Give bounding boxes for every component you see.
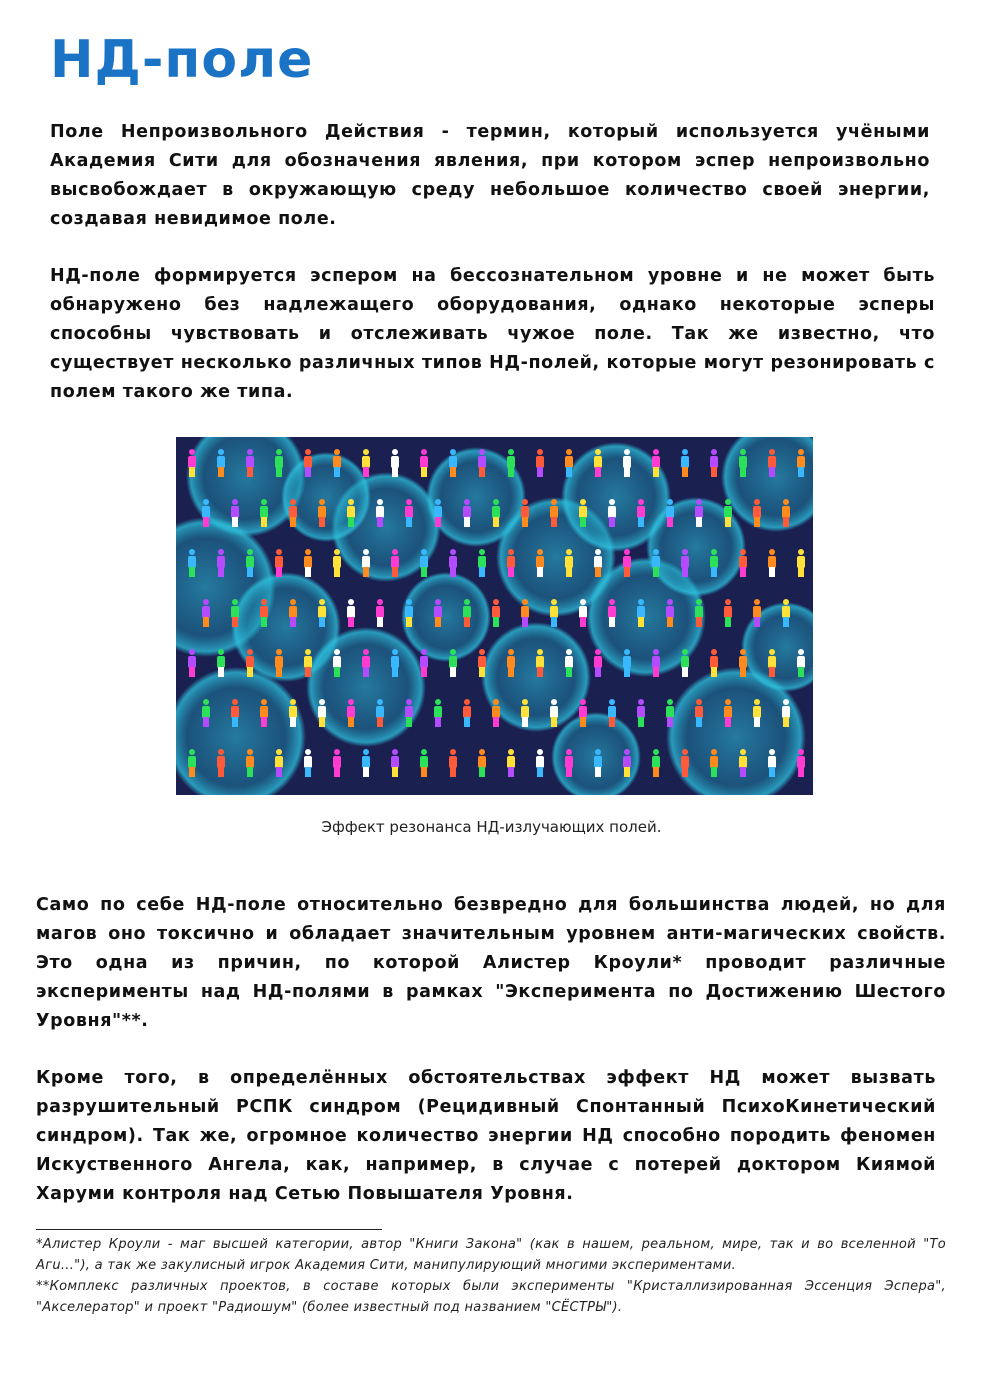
page-title: НД-поле [50,30,314,90]
field-glow [401,572,491,662]
figure-caption: Эффект резонанса НД-излучающих полей. [321,818,662,836]
paragraph-rspk: Кроме того, в определённых обстоятельствах эффект НД может вызвать разрушительный РСПК синдром (Рецидивный Спонтанный ПсихоКинетический синдром). Так же, огромное количество энергии НД способно породить феномен Искуственного Ангела, как, например, в случае с потерей доктором Киямой Харуми контроля над Сетью Повышателя Уровня. [36,1068,936,1204]
resonance-illustration-svg [176,437,813,795]
footnote-divider [36,1229,382,1230]
paragraph-definition: Поле Непроизвольного Действия - термин, который используется учёными Академия Сити для обозначения явления, при котором эспер непроизвольно высвобождает в окружающую среду небольшое количество своей энергии, создавая невидимое поле. [50,122,930,229]
resonance-illustration [176,437,813,795]
paragraph-detection: НД-поле формируется эспером на бессознательном уровне и не может быть обнаружено без надлежащего оборудования, однако некоторые эсперы способны чувствовать и отслеживать чужое поле. Так же известно, что существует несколько различных типов НД-полей, которые могут резонировать с полем такого же типа. [50,266,935,402]
field-glow [306,627,426,747]
footnotes [36,1234,946,1318]
field-glow [281,452,371,542]
footnote-experiments: **Комплекс различных проектов, в составе которых были эксперименты "Кристаллизированная Эссенция Эспера", "Акселератор" и проект "Радиошум" (более известный под названием "СЁСТРЫ"). [36,1279,946,1315]
footnote-crowley: *Алистер Кроули - маг высшей категории, автор "Книги Закона" (как в нашем, реальном, мире, так и во вселенной "То Агu..."), а так же закулисный игрок Академия Сити, манипулирующий многими экспериментами. [36,1237,946,1273]
paragraph-toxicity: Само по себе НД-поле относительно безвредно для большинства людей, но для магов оно токсично и обладает значительным уровнем анти-магических свойств. Это одна из причин, по которой Алистер Кроули* проводит различные эксперименты над НД-полями в рамках "Эксперимента по Достижению Шестого Уровня"**. [36,895,946,1031]
